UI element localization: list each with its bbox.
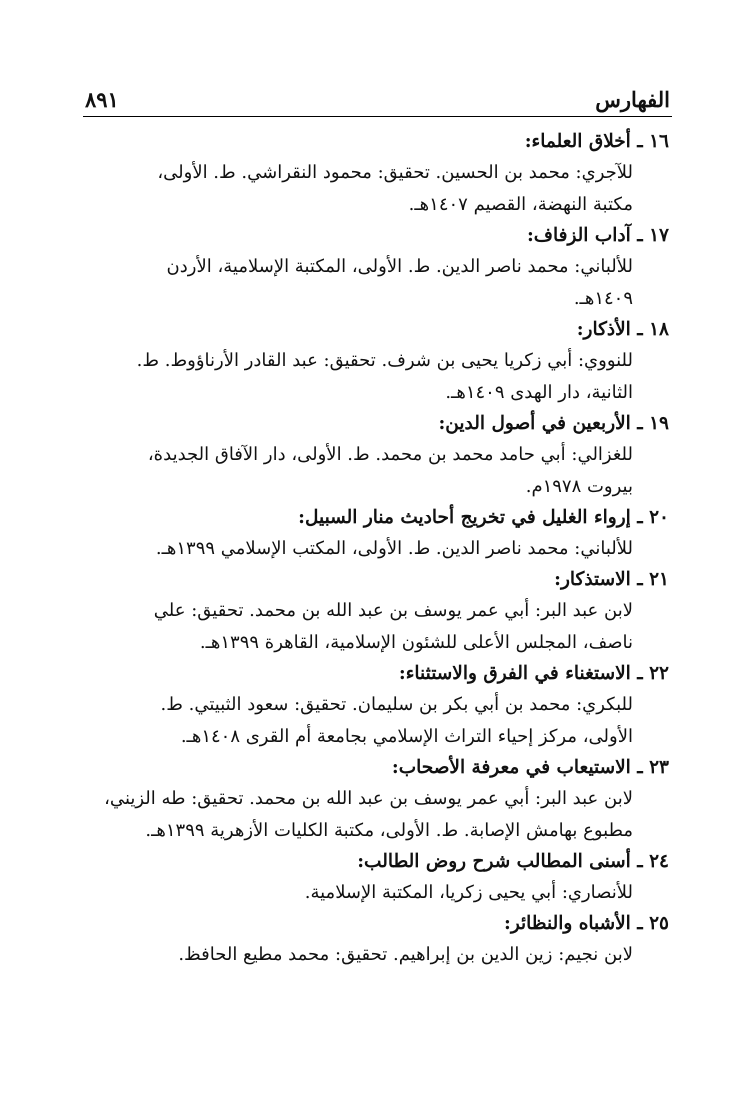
entry-line: الثانية، دار الهدى ١٤٠٩هـ. <box>445 382 633 403</box>
entry-details <box>90 783 669 847</box>
bibliography-entry <box>90 847 669 909</box>
entry-title: ٢٤ ـ أسنى المطالب شرح روض الطالب: <box>357 851 669 872</box>
bibliography-entry <box>90 909 669 971</box>
bibliography-entry <box>90 503 669 565</box>
entry-title: ٢٣ ـ الاستيعاب في معرفة الأصحاب: <box>391 757 669 778</box>
entry-title: ١٨ ـ الأذكار: <box>576 319 669 340</box>
bibliography-entry <box>90 127 669 221</box>
entry-line: للألباني: محمد ناصر الدين. ط. الأولى، المكتبة الإسلامية، الأردن <box>166 256 633 277</box>
entry-details <box>90 439 669 503</box>
entry-title: ٢٠ ـ إرواء الغليل في تخريج أحاديث منار السبيل: <box>298 507 669 528</box>
entry-title: ٢١ ـ الاستذكار: <box>554 569 669 590</box>
entry-title: ٢٥ ـ الأشباه والنظائر: <box>503 913 669 934</box>
bibliography-entry <box>90 315 669 409</box>
entry-line: للنووي: أبي زكريا يحيى بن شرف. تحقيق: عبد القادر الأرناؤوط. ط. <box>136 350 633 371</box>
bibliography-entry <box>90 753 669 847</box>
entry-line: مطبوع بهامش الإصابة. ط. الأولى، مكتبة الكليات الأزهرية ١٣٩٩هـ. <box>145 820 633 841</box>
entry-line: ناصف، المجلس الأعلى للشئون الإسلامية، القاهرة ١٣٩٩هـ. <box>199 632 633 653</box>
entry-details <box>90 157 669 221</box>
entry-details <box>90 533 669 565</box>
header-rule <box>83 116 672 117</box>
entry-details <box>90 595 669 659</box>
bibliography-entry <box>90 409 669 503</box>
entry-details <box>90 689 669 753</box>
bibliography-entry <box>90 659 669 753</box>
entry-line: للغزالي: أبي حامد محمد بن محمد. ط. الأولى، دار الآفاق الجديدة، <box>147 444 633 465</box>
entry-line: للأنصاري: أبي يحيى زكريا، المكتبة الإسلامية. <box>304 882 633 903</box>
entry-line: الأولى، مركز إحياء التراث الإسلامي بجامعة أم القرى ١٤٠٨هـ. <box>180 726 633 747</box>
section-title: الفهارس <box>595 87 670 112</box>
entry-details <box>90 877 669 909</box>
bibliography-entry <box>90 565 669 659</box>
entry-line: لابن عبد البر: أبي عمر يوسف بن عبد الله بن محمد. تحقيق: طه الزيني، <box>104 788 633 809</box>
entry-title: ٢٢ ـ الاستغناء في الفرق والاستثناء: <box>398 663 669 684</box>
entry-line: بيروت ١٩٧٨م. <box>525 476 633 497</box>
entry-details <box>90 345 669 409</box>
entry-line: مكتبة النهضة، القصيم ١٤٠٧هـ. <box>408 194 633 215</box>
entry-title: ١٩ ـ الأربعين في أصول الدين: <box>438 413 669 434</box>
running-header <box>85 72 670 112</box>
page-number: ٨٩١ <box>85 87 119 112</box>
entry-line: لابن نجيم: زين الدين بن إبراهيم. تحقيق: محمد مطيع الحافظ. <box>178 944 633 965</box>
entry-details <box>90 939 669 971</box>
entry-title: ١٧ ـ آداب الزفاف: <box>526 225 669 246</box>
entry-line: لابن عبد البر: أبي عمر يوسف بن عبد الله بن محمد. تحقيق: علي <box>153 600 633 621</box>
bibliography-entry <box>90 221 669 315</box>
entry-line: للبكري: محمد بن أبي بكر بن سليمان. تحقيق: سعود الثبيتي. ط. <box>160 694 633 715</box>
entry-line: للآجري: محمد بن الحسين. تحقيق: محمود النقراشي. ط. الأولى، <box>157 162 633 183</box>
entry-title: ١٦ ـ أخلاق العلماء: <box>524 131 669 152</box>
entry-line: ١٤٠٩هـ. <box>573 288 633 309</box>
bibliography-list <box>90 127 669 971</box>
entry-details <box>90 251 669 315</box>
entry-line: للألباني: محمد ناصر الدين. ط. الأولى، المكتب الإسلامي ١٣٩٩هـ. <box>155 538 633 559</box>
